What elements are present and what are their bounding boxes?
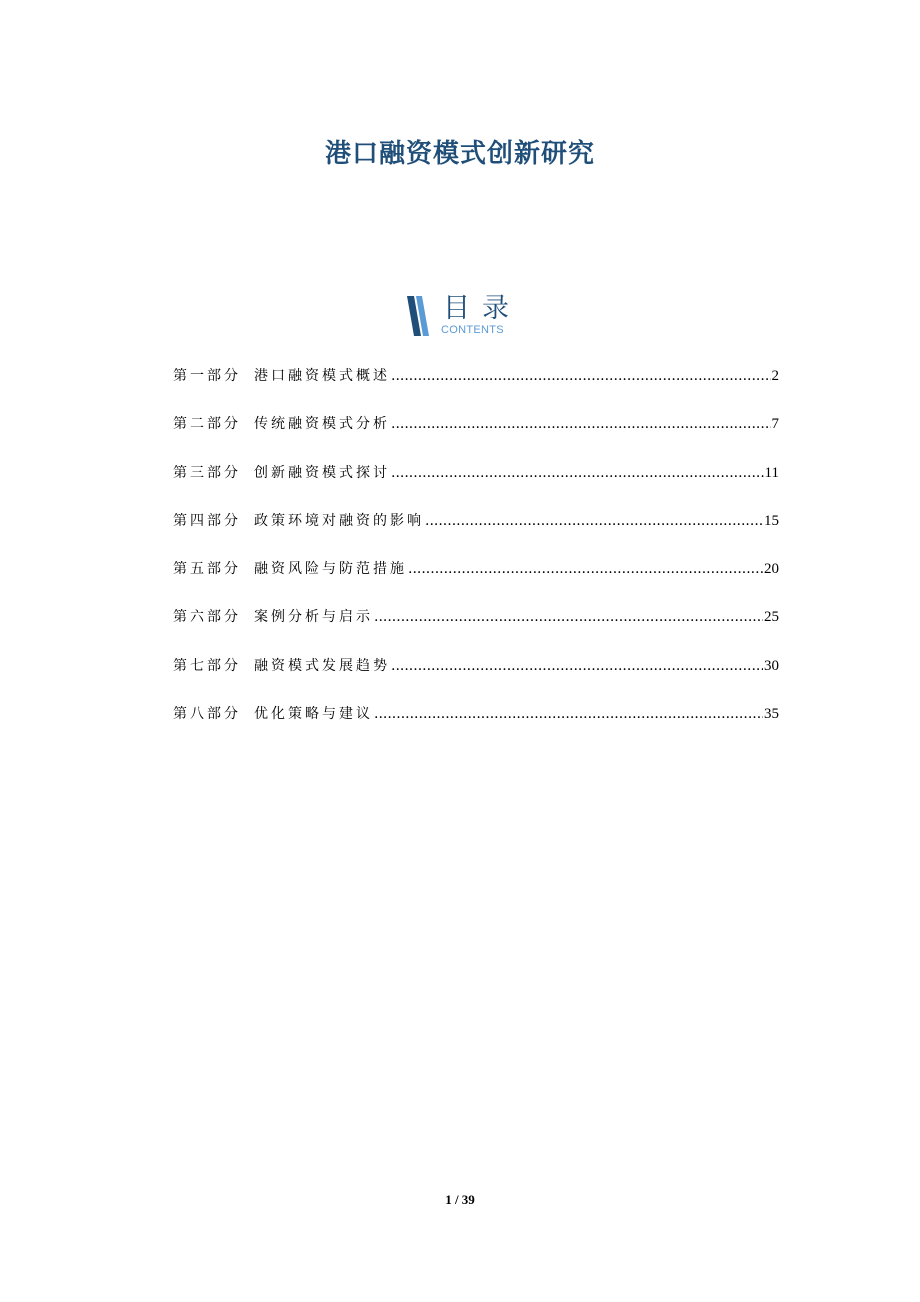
document-title: 港口融资模式创新研究	[324, 139, 595, 170]
dot-leader	[408, 558, 763, 580]
toc-entry-title: 政策环境对融资的影响	[254, 512, 424, 529]
toc-entry-4[interactable]	[173, 510, 779, 558]
toc-entry-1[interactable]	[173, 365, 779, 413]
toc-heading: 目录	[443, 293, 521, 324]
toc-entry-page: 30	[764, 657, 779, 674]
toc-entry-part: 第三部分	[173, 464, 241, 481]
dot-leader	[391, 365, 771, 387]
toc-entry-page: 7	[771, 416, 779, 433]
toc-entry-part: 第四部分	[173, 512, 241, 529]
toc-entry-title: 融资风险与防范措施	[254, 561, 407, 578]
page-number: 1 / 39	[445, 1192, 475, 1207]
toc-entry-page: 20	[764, 561, 779, 578]
toc-list	[173, 365, 779, 751]
toc-entry-title: 创新融资模式探讨	[254, 464, 390, 481]
toc-entry-part: 第六部分	[173, 609, 241, 626]
toc-entry-3[interactable]	[173, 462, 779, 510]
toc-entry-6[interactable]	[173, 606, 779, 654]
toc-entry-title: 港口融资模式概述	[254, 368, 390, 384]
toc-header	[405, 294, 525, 340]
toc-entry-part: 第五部分	[173, 561, 241, 578]
toc-entry-page: 15	[764, 512, 779, 529]
toc-entry-8[interactable]	[173, 703, 779, 751]
toc-entry-part: 第一部分	[173, 368, 241, 384]
toc-entry-2[interactable]	[173, 413, 779, 461]
toc-entry-page: 35	[764, 706, 779, 723]
toc-entry-part: 第七部分	[173, 657, 241, 674]
dot-leader	[374, 606, 763, 628]
toc-entry-5[interactable]	[173, 558, 779, 606]
toc-entry-title: 案例分析与启示	[254, 609, 373, 626]
toc-entry-title: 融资模式发展趋势	[254, 657, 390, 674]
blue-slash-logo-icon	[405, 296, 429, 336]
dot-leader	[391, 655, 763, 677]
toc-entry-7[interactable]	[173, 655, 779, 703]
toc-subheading: CONTENTS	[441, 324, 504, 336]
toc-entry-title: 优化策略与建议	[254, 706, 373, 723]
toc-entry-page: 25	[764, 609, 779, 626]
toc-entry-part: 第二部分	[173, 416, 241, 433]
toc-entry-title: 传统融资模式分析	[254, 416, 390, 433]
toc-entry-page: 11	[764, 464, 779, 481]
dot-leader	[391, 413, 771, 435]
toc-entry-part: 第八部分	[173, 706, 241, 723]
toc-entry-page: 2	[771, 368, 779, 384]
dot-leader	[391, 462, 764, 484]
dot-leader	[425, 510, 763, 532]
dot-leader	[374, 703, 763, 725]
